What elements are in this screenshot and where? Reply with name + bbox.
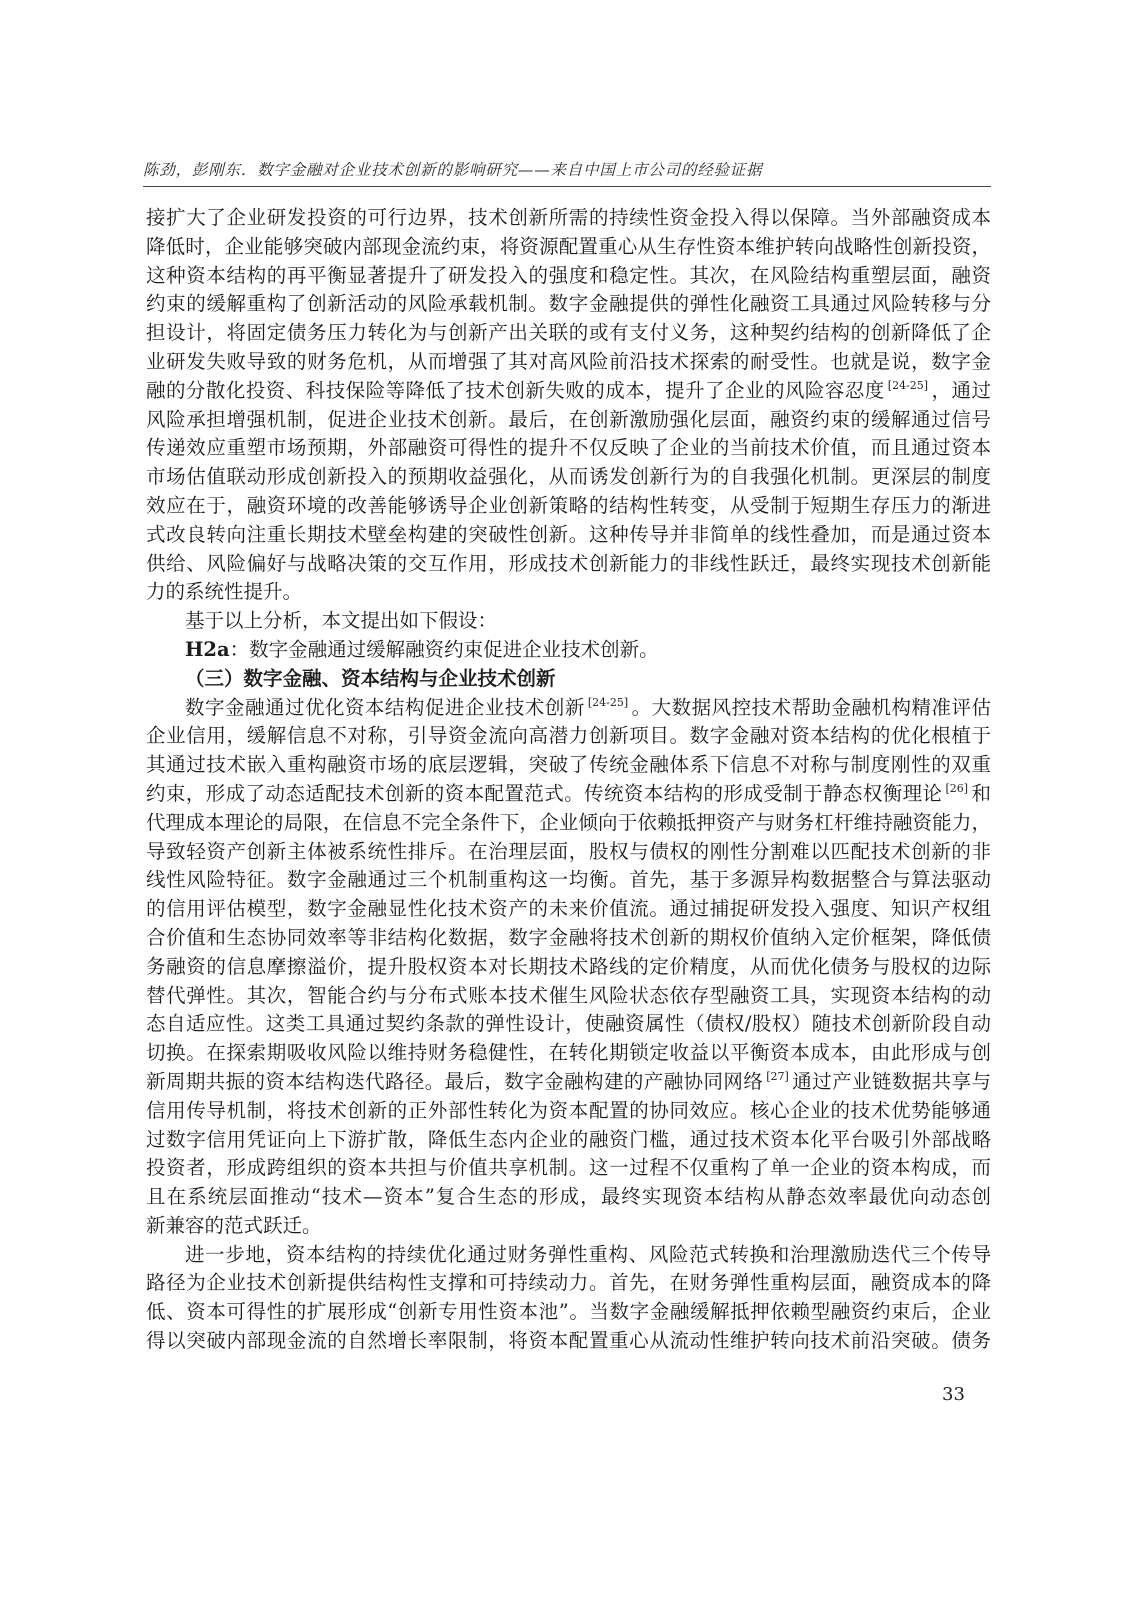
hypothesis-label: H2a [185,637,230,661]
paragraph-continues [146,1241,991,1356]
text-line: 替代弹性。其次，智能合约与分布式账本技术催生风险状态依存型融资工具，实现资本结构的动 [146,983,991,1007]
text-line: 得以突破内部现金流的自然增长率限制，将资本配置重心从流动性维护转向技术前沿突破。债务 [146,1329,991,1353]
text-line: 导致轻资产创新主体被系统性排斥。在治理层面，股权与债权的刚性分割难以匹配技术创新的非 [146,839,991,863]
page-number: 33 [942,1384,965,1405]
paragraph [146,694,991,1241]
text-line: 路径为企业技术创新提供结构性支撑和可持续动力。首先，在财务弹性重构层面，融资成本的降 [146,1271,991,1295]
text-line [146,780,991,809]
hypothesis-text: ：数字金融通过缓解融资约束促进企业技术创新。 [229,637,659,661]
text-line: 市场估值联动形成创新投入的预期收益强化，从而诱发创新行为的自我强化机制。更深层的制度 [146,465,991,489]
text-line: 这种资本结构的再平衡显著提升了研发投入的强度和稳定性。其次，在风险结构重塑层面，融资 [146,263,991,287]
text-run: 和 [971,781,991,805]
text-line: 态自适应性。这类工具通过契约条款的弹性设计，使融资属性（债权/股权）随技术创新阶段自动 [146,1012,991,1036]
text-line: 且在系统层面推动“技术—资本”复合生态的形成，最终实现资本结构从静态效率最优向动态创 [146,1185,991,1209]
header-rule [143,186,991,187]
running-head: 陈劲，彭刚东．数字金融对企业技术创新的影响研究——来自中国上市公司的经验证据 [143,161,763,179]
text-line: 其通过技术嵌入重构融资市场的底层逻辑，突破了传统金融体系下信息不对称与制度刚性的双重 [146,753,991,777]
text-line: 合价值和生态协同效率等非结构化数据，数字金融将技术创新的期权价值纳入定价框架，降低债 [146,925,991,949]
text-run: 通过产业链数据共享与 [791,1069,991,1093]
text-line: 低、资本可得性的扩展形成“创新专用性资本池”。当数字金融缓解抵押依赖型融资约束后，企业 [146,1300,991,1324]
citation-marker: [27] [766,1070,789,1084]
text-line: 代理成本理论的局限，在信息不完全条件下，企业倾向于依赖抵押资产与财务杠杆维持融资能力， [146,810,991,834]
text-line: 风险承担增强机制，促进企业技术创新。最后，在创新激励强化层面，融资约束的缓解通过信号 [146,407,991,431]
paragraph [146,607,991,636]
text-line: 基于以上分析，本文提出如下假设： [185,609,498,633]
section-heading: （三）数字金融、资本结构与企业技术创新 [185,666,556,690]
text-line: 企业信用，缓解信息不对称，引导资金流向高潜力创新项目。数字金融对资本结构的优化根植于 [146,724,991,748]
text-line: 过数字信用凭证向上下游扩散，降低生态内企业的融资门槛，通过技术资本化平台吸引外部战略 [146,1127,991,1151]
text-run: 融的分散化投资、科技保险等降低了技术创新失败的成本，提升了企业的风险容忍度 [146,378,885,402]
text-run: 新周期共振的资本结构迭代路径。最后，数字金融构建的产融协同网络 [146,1069,764,1093]
text-line: 供给、风险偏好与战略决策的交互作用，形成技术创新能力的非线性跃迁，最终实现技术创新能 [146,551,991,575]
text-line [146,1068,991,1097]
text-line: 进一步地，资本结构的持续优化通过财务弹性重构、风险范式转换和治理激励迭代三个传导 [185,1242,991,1266]
text-line: 式改良转向注重长期技术壁垒构建的突破性创新。这种传导并非简单的线性叠加，而是通过资本 [146,522,991,546]
text-line: 接扩大了企业研发投资的可行边界，技术创新所需的持续性资金投入得以保障。当外部融资成本 [146,206,991,229]
text-line: 约束的缓解重构了创新活动的风险承载机制。数字金融提供的弹性化融资工具通过风险转移与分 [146,292,991,316]
body-text [146,204,991,1356]
text-line: 担设计，将固定债务压力转化为与创新产出关联的或有支付义务，这种契约结构的创新降低了企 [146,321,991,345]
text-line: 降低时，企业能够突破内部现金流约束，将资源配置重心从生存性资本维护转向战略性创新投资， [146,234,991,258]
text-line: 切换。在探索期吸收风险以维持财务稳健性，在转化期锁定收益以平衡资本成本，由此形成与创 [146,1041,991,1065]
text-line: 线性风险特征。数字金融通过三个机制重构这一均衡。首先，基于多源异构数据整合与算法驱动 [146,868,991,892]
text-line: 力的系统性提升。 [146,580,303,604]
text-run: 约束，形成了动态适配技术创新的资本配置范式。传统资本结构的形成受制于静态权衡理论 [146,781,943,805]
text-line: 新兼容的范式跃迁。 [146,1213,322,1237]
text-run: 。大数据风控技术帮助金融机构精准评估 [631,695,991,719]
text-line [146,694,991,723]
text-line: 业研发失败导致的财务危机，从而增强了其对高风险前沿技术探索的耐受性。也就是说，数字金 [146,349,991,373]
text-line: 投资者，形成跨组织的资本共担与价值共享机制。这一过程不仅重构了单一企业的资本构成，而 [146,1156,991,1180]
text-line: 效应在于，融资环境的改善能够诱导企业创新策略的结构性转变，从受制于短期生存压力的渐进 [146,493,991,517]
text-line: 务融资的信息摩擦溢价，提升股权资本对长期技术路线的定价精度，从而优化债务与股权的边际 [146,954,991,978]
text-run: 数字金融通过优化资本结构促进企业技术创新 [185,695,585,719]
citation-marker: [26] [945,782,969,796]
text-line [146,377,991,406]
text-line: 的信用评估模型，数字金融显性化技术资产的未来价值流。通过捕捉研发投入强度、知识产权组 [146,897,991,921]
citation-marker: [24-25] [887,379,929,393]
hypothesis [146,636,991,665]
text-line: 传递效应重塑市场预期，外部融资可得性的提升不仅反映了企业的当前技术价值，而且通过资本 [146,436,991,460]
paragraph-continued [146,204,991,607]
text-run: ，通过 [931,378,991,402]
text-line: 信用传导机制，将技术创新的正外部性转化为资本配置的协同效应。核心企业的技术优势能够通 [146,1098,991,1122]
citation-marker: [24-25] [587,696,629,710]
